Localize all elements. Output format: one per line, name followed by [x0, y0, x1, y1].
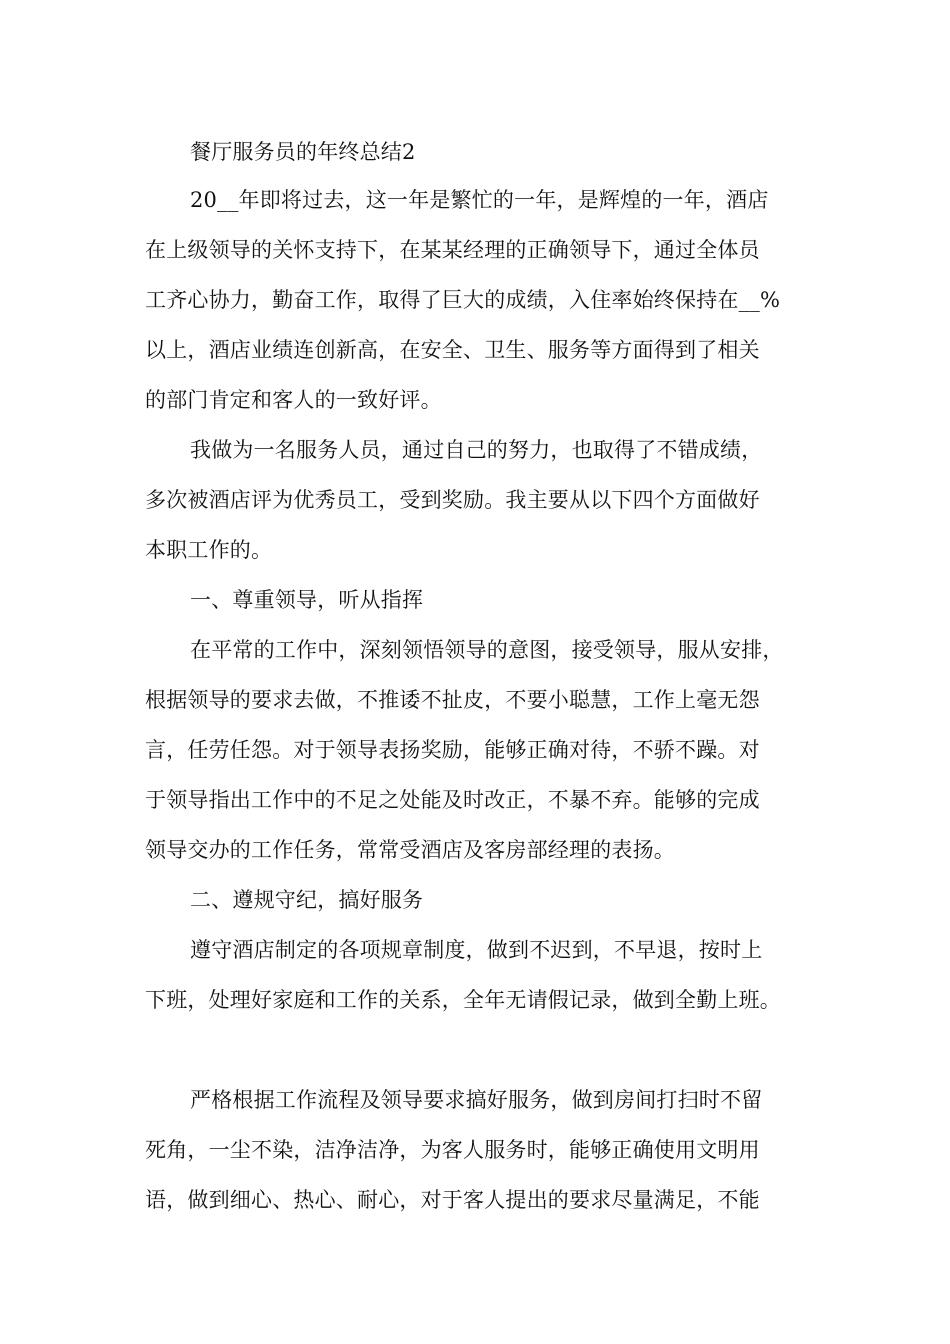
paragraph-line: 下班，处理好家庭和工作的关系，全年无请假记录，做到全勤上班。 [145, 988, 781, 1012]
paragraph-line: 工齐心协力，勤奋工作，取得了巨大的成绩，入住率始终保持在__% [145, 288, 781, 312]
paragraph-line: 语，做到细心、热心、耐心，对于客人提出的要求尽量满足，不能 [145, 1188, 760, 1212]
paragraph-line: 我做为一名服务人员，通过自己的努力，也取得了不错成绩， [190, 438, 763, 462]
paragraph-line: 以上，酒店业绩连创新高，在安全、卫生、服务等方面得到了相关 [145, 338, 760, 362]
paragraph-line: 根据领导的要求去做，不推诿不扯皮，不要小聪慧，工作上毫无怨 [145, 688, 760, 712]
paragraph-line: 于领导指出工作中的不足之处能及时改正，不暴不弃。能够的完成 [145, 788, 760, 812]
section-heading-2: 二、遵规守纪，搞好服务 [190, 888, 424, 912]
paragraph-line: 死角，一尘不染，洁净洁净，为客人服务时，能够正确使用文明用 [145, 1138, 760, 1162]
paragraph-line: 在上级领导的关怀支持下，在某某经理的正确领导下，通过全体员 [145, 238, 760, 262]
paragraph-line: 在平常的工作中，深刻领悟领导的意图，接受领导，服从安排， [190, 638, 784, 662]
paragraph-line: 20__年即将过去，这一年是繁忙的一年，是辉煌的一年，酒店 [190, 188, 769, 212]
paragraph-line: 严格根据工作流程及领导要求搞好服务，做到房间打扫时不留 [190, 1088, 763, 1112]
paragraph-line: 领导交办的工作任务，常常受酒店及客房部经理的表扬。 [145, 838, 675, 862]
paragraph-line: 多次被酒店评为优秀员工，受到奖励。我主要从以下四个方面做好 [145, 488, 760, 512]
paragraph-line: 言，任劳任怨。对于领导表扬奖励，能够正确对待，不骄不躁。对 [145, 738, 760, 762]
section-heading-1: 一、尊重领导，听从指挥 [190, 588, 424, 612]
paragraph-line: 的部门肯定和客人的一致好评。 [145, 388, 442, 412]
document-title: 餐厅服务员的年终总结2 [190, 140, 416, 164]
paragraph-line: 遵守酒店制定的各项规章制度，做到不迟到，不早退，按时上 [190, 938, 763, 962]
paragraph-line: 本职工作的。 [145, 538, 273, 562]
